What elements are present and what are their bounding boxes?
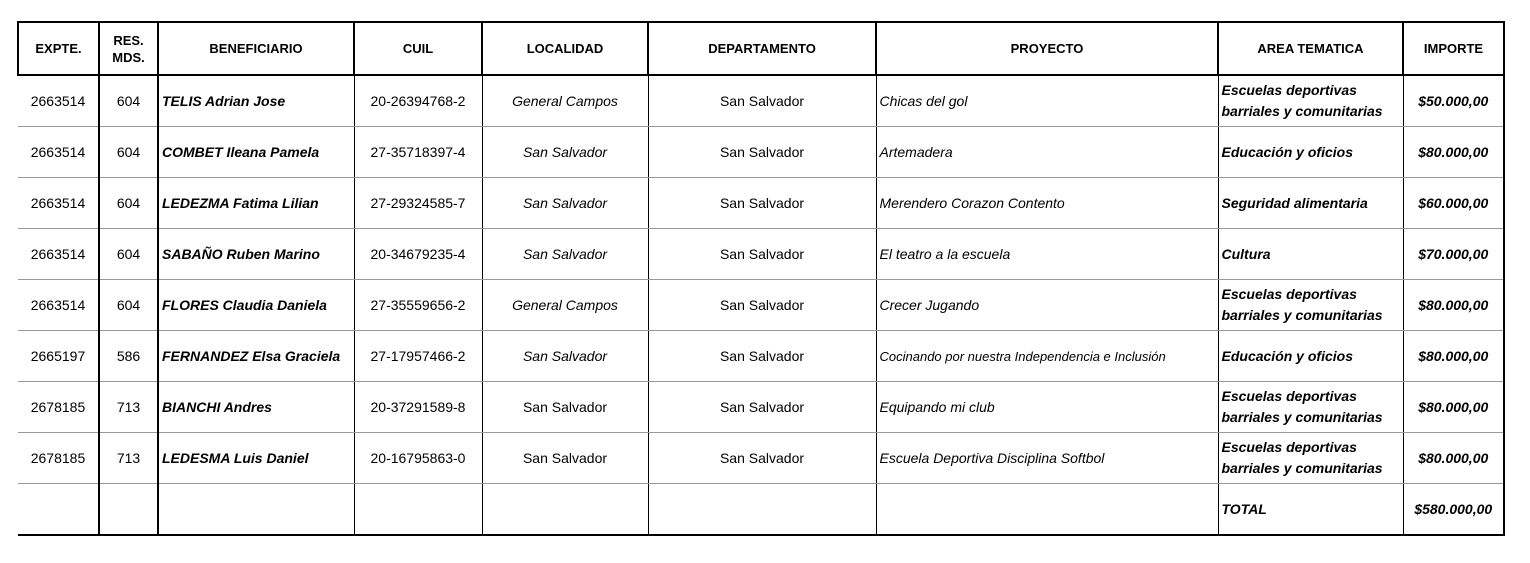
total-row	[18, 484, 1504, 536]
cell-cuil: 20-37291589-8	[354, 382, 482, 433]
cell-localidad: General Campos	[482, 75, 648, 127]
cell-proyecto: Merendero Corazon Contento	[876, 178, 1218, 229]
cell-area-tematica: Educación y oficios	[1218, 331, 1403, 382]
header-res-mds: RES. MDS.	[99, 22, 158, 75]
cell-localidad: General Campos	[482, 280, 648, 331]
cell-res: 604	[99, 178, 158, 229]
cell-cuil: 27-35718397-4	[354, 127, 482, 178]
cell-departamento: San Salvador	[648, 433, 876, 484]
cell-proyecto: Cocinando por nuestra Independencia e Inclusión	[876, 331, 1218, 382]
cell-cuil: 27-29324585-7	[354, 178, 482, 229]
header-row	[18, 22, 1504, 75]
cell-importe: $80.000,00	[1403, 280, 1504, 331]
cell-empty	[876, 484, 1218, 536]
cell-cuil: 20-26394768-2	[354, 75, 482, 127]
table-row	[18, 433, 1504, 484]
cell-res: 713	[99, 382, 158, 433]
cell-beneficiario: LEDEZMA Fatima Lilian	[158, 178, 354, 229]
cell-proyecto: Chicas del gol	[876, 75, 1218, 127]
cell-beneficiario: LEDESMA Luis Daniel	[158, 433, 354, 484]
header-beneficiario: BENEFICIARIO	[158, 22, 354, 75]
cell-expte: 2663514	[18, 280, 99, 331]
cell-proyecto: El teatro a la escuela	[876, 229, 1218, 280]
cell-empty	[482, 484, 648, 536]
table-row	[18, 178, 1504, 229]
cell-cuil: 20-16795863-0	[354, 433, 482, 484]
cell-beneficiario: FLORES Claudia Daniela	[158, 280, 354, 331]
header-expte: EXPTE.	[18, 22, 99, 75]
header-localidad: LOCALIDAD	[482, 22, 648, 75]
header-cuil: CUIL	[354, 22, 482, 75]
cell-localidad: San Salvador	[482, 382, 648, 433]
cell-cuil: 27-35559656-2	[354, 280, 482, 331]
cell-beneficiario: FERNANDEZ Elsa Graciela	[158, 331, 354, 382]
cell-area-tematica: Escuelas deportivas barriales y comunitarias	[1218, 433, 1403, 484]
table-row	[18, 127, 1504, 178]
cell-importe: $80.000,00	[1403, 127, 1504, 178]
cell-cuil: 20-34679235-4	[354, 229, 482, 280]
cell-area-tematica: Escuelas deportivas barriales y comunitarias	[1218, 382, 1403, 433]
cell-area-tematica: Seguridad alimentaria	[1218, 178, 1403, 229]
cell-proyecto: Equipando mi club	[876, 382, 1218, 433]
cell-proyecto: Escuela Deportiva Disciplina Softbol	[876, 433, 1218, 484]
cell-area-tematica: Educación y oficios	[1218, 127, 1403, 178]
cell-expte: 2678185	[18, 382, 99, 433]
cell-departamento: San Salvador	[648, 331, 876, 382]
cell-res: 713	[99, 433, 158, 484]
cell-importe: $80.000,00	[1403, 433, 1504, 484]
cell-departamento: San Salvador	[648, 280, 876, 331]
cell-localidad: San Salvador	[482, 331, 648, 382]
cell-departamento: San Salvador	[648, 382, 876, 433]
cell-empty	[354, 484, 482, 536]
cell-expte: 2663514	[18, 229, 99, 280]
table-row	[18, 280, 1504, 331]
cell-importe: $60.000,00	[1403, 178, 1504, 229]
cell-localidad: San Salvador	[482, 178, 648, 229]
cell-proyecto: Crecer Jugando	[876, 280, 1218, 331]
cell-empty	[18, 484, 99, 536]
cell-area-tematica: Escuelas deportivas barriales y comunitarias	[1218, 75, 1403, 127]
table-row	[18, 229, 1504, 280]
table-row	[18, 331, 1504, 382]
cell-area-tematica: Cultura	[1218, 229, 1403, 280]
cell-localidad: San Salvador	[482, 433, 648, 484]
table-row	[18, 382, 1504, 433]
cell-proyecto: Artemadera	[876, 127, 1218, 178]
cell-importe: $70.000,00	[1403, 229, 1504, 280]
cell-empty	[648, 484, 876, 536]
cell-expte: 2678185	[18, 433, 99, 484]
cell-expte: 2665197	[18, 331, 99, 382]
cell-departamento: San Salvador	[648, 229, 876, 280]
cell-res: 586	[99, 331, 158, 382]
beneficiaries-sheet	[17, 21, 1505, 536]
header-area-tematica: AREA TEMATICA	[1218, 22, 1403, 75]
cell-expte: 2663514	[18, 127, 99, 178]
cell-beneficiario: COMBET Ileana Pamela	[158, 127, 354, 178]
cell-res: 604	[99, 229, 158, 280]
cell-expte: 2663514	[18, 75, 99, 127]
header-proyecto: PROYECTO	[876, 22, 1218, 75]
total-importe: $580.000,00	[1403, 484, 1504, 536]
cell-res: 604	[99, 280, 158, 331]
cell-beneficiario: BIANCHI Andres	[158, 382, 354, 433]
cell-beneficiario: TELIS Adrian Jose	[158, 75, 354, 127]
cell-res: 604	[99, 127, 158, 178]
cell-importe: $80.000,00	[1403, 382, 1504, 433]
beneficiaries-table	[17, 21, 1505, 536]
cell-beneficiario: SABAÑO Ruben Marino	[158, 229, 354, 280]
cell-expte: 2663514	[18, 178, 99, 229]
cell-res: 604	[99, 75, 158, 127]
cell-localidad: San Salvador	[482, 127, 648, 178]
cell-empty	[99, 484, 158, 536]
table-row	[18, 75, 1504, 127]
cell-importe: $80.000,00	[1403, 331, 1504, 382]
cell-localidad: San Salvador	[482, 229, 648, 280]
header-importe: IMPORTE	[1403, 22, 1504, 75]
header-departamento: DEPARTAMENTO	[648, 22, 876, 75]
cell-departamento: San Salvador	[648, 127, 876, 178]
total-label: TOTAL	[1218, 484, 1403, 536]
cell-area-tematica: Escuelas deportivas barriales y comunitarias	[1218, 280, 1403, 331]
cell-importe: $50.000,00	[1403, 75, 1504, 127]
cell-cuil: 27-17957466-2	[354, 331, 482, 382]
cell-departamento: San Salvador	[648, 178, 876, 229]
cell-empty	[158, 484, 354, 536]
cell-departamento: San Salvador	[648, 75, 876, 127]
